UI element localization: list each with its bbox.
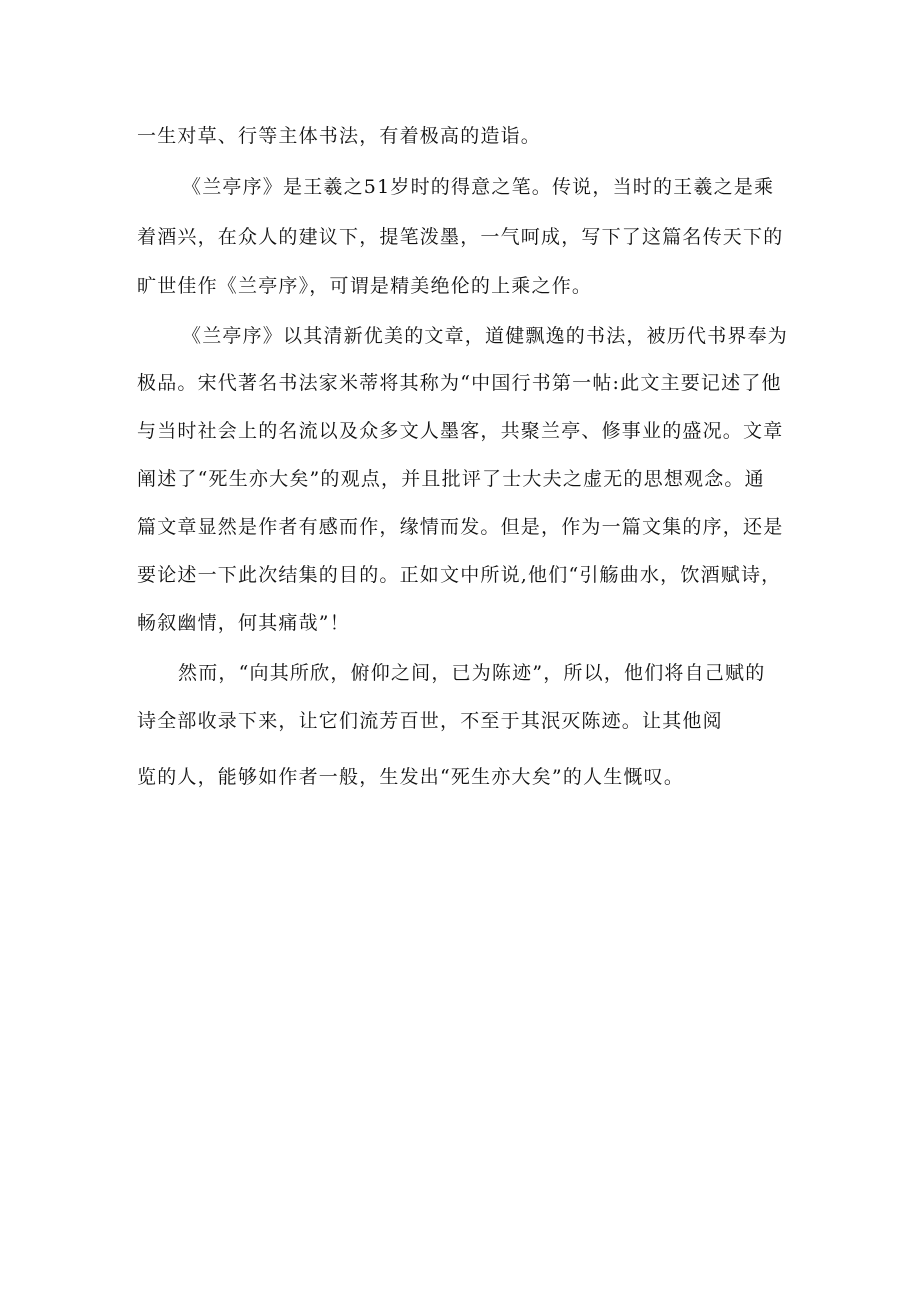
- text-line: 旷世佳作《兰亭序》，可谓是精美绝伦的上乘之作。: [137, 275, 593, 297]
- text-line: 诗全部收录下来，让它们流芳百世，不至于其泯灭陈迹。让其他阅: [137, 710, 723, 732]
- text-line: 阐述了“死生亦大矣”的观点，并且批评了士大夫之虚无的思想观念。通: [137, 468, 765, 490]
- text-line: 一生对草、行等主体书法，有着极高的造诣。: [137, 125, 542, 147]
- text-line: 览的人，能够如作者一般，生发出“死生亦大矣”的人生慨叹。: [137, 766, 685, 788]
- text-line: 《兰亭序》以其清新优美的文章，道健飘逸的书法，被历代书界奉为: [182, 325, 789, 347]
- text-line: 然而，“向其所欣，俯仰之间，已为陈迹”，所以，他们将自己赋的: [178, 662, 766, 684]
- text-line: 畅叙幽情，何其痛哉”！: [137, 612, 350, 634]
- text-line: 极品。宋代著名书法家米蒂将其称为“中国行书第一帖:此文主要记述了他: [137, 372, 782, 394]
- text-line: 与当时社会上的名流以及众多文人墨客，共聚兰亭、修事业的盛况。文章: [137, 420, 784, 442]
- text-line: 篇文章显然是作者有感而作，缘情而发。但是，作为一篇文集的序，还是: [137, 516, 784, 538]
- text-line: 要论述一下此次结集的目的。正如文中所说,他们“引觞曲水，饮酒赋诗，: [137, 564, 782, 586]
- text-line: 《兰亭序》是王羲之51岁时的得意之笔。传说，当时的王羲之是乘: [182, 176, 775, 198]
- text-line: 着酒兴，在众人的建议下，提笔泼墨，一气呵成，写下了这篇名传天下的: [137, 226, 784, 248]
